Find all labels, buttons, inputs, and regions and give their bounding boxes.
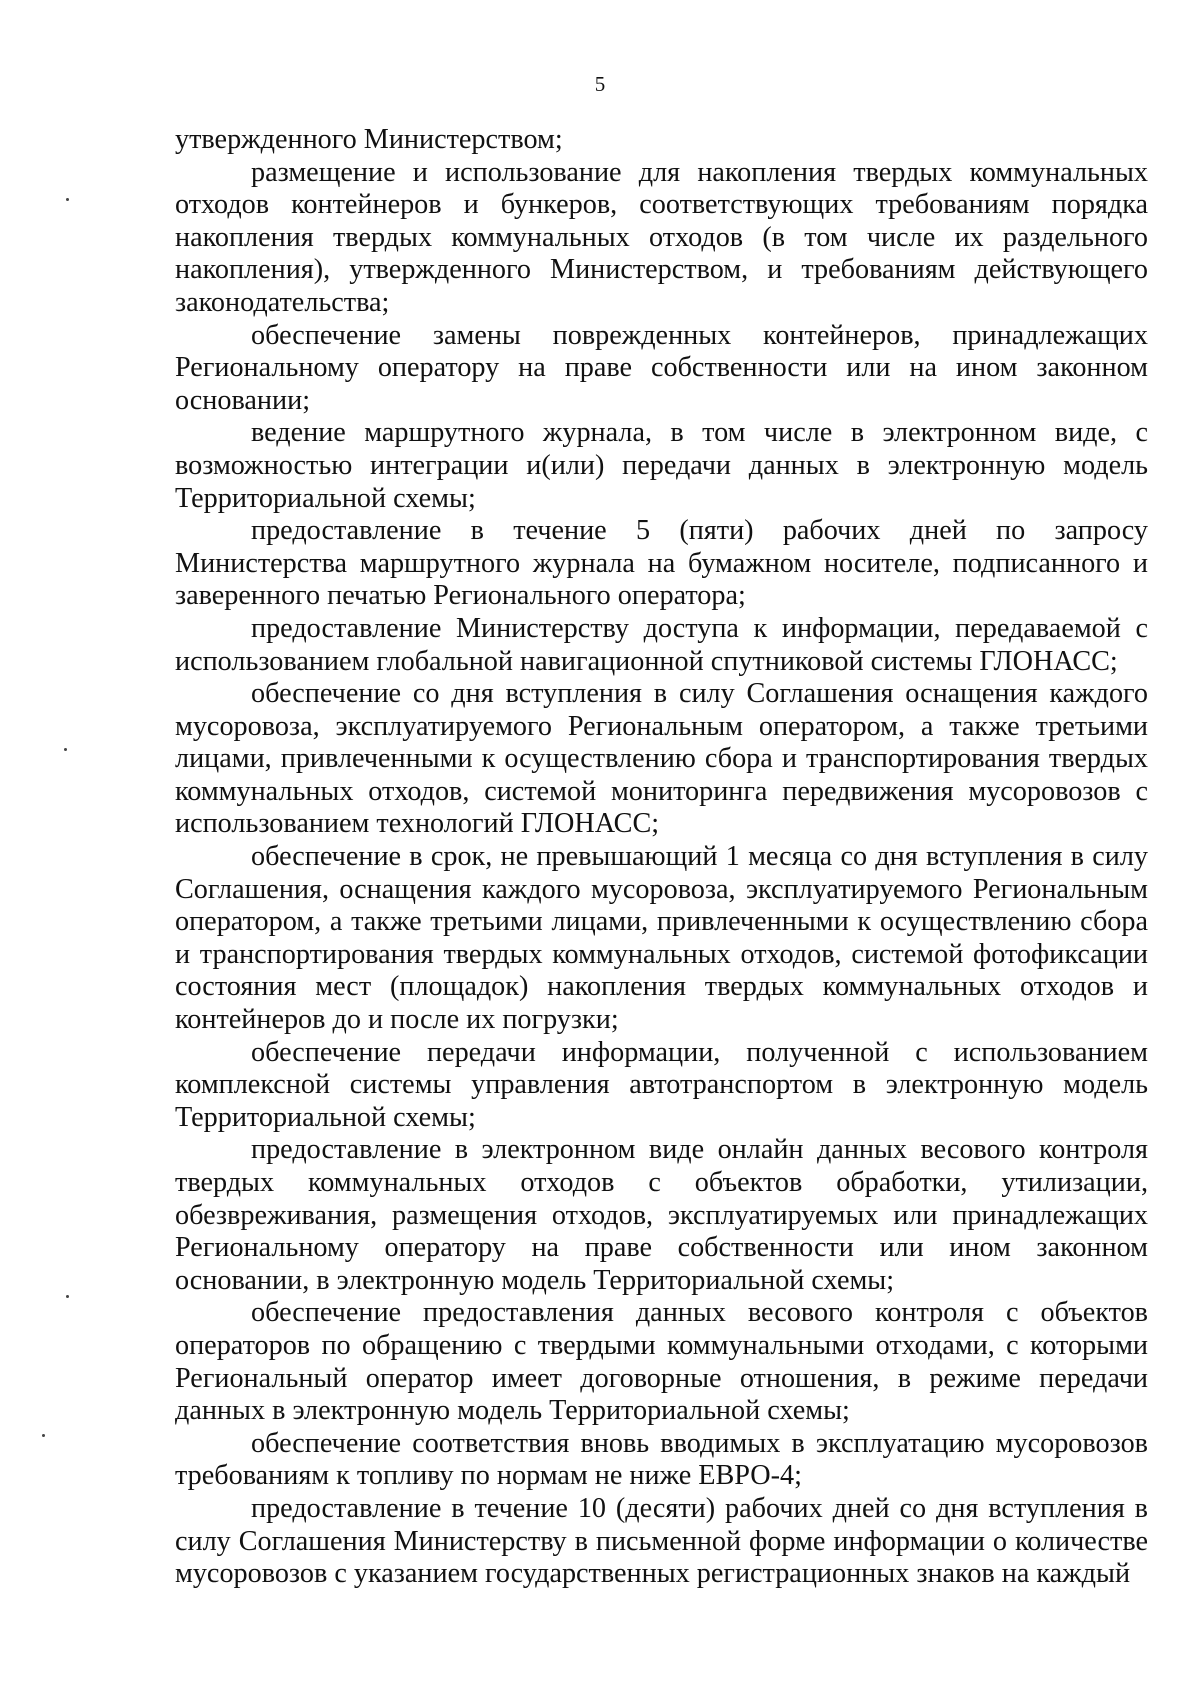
scan-speck xyxy=(66,1295,69,1298)
paragraph: предоставление в течение 5 (пяти) рабочих дней по запросу Министерства маршрутного журнала на бумажном носителе, подписанного и заверенного печатью Регионального оператора; xyxy=(175,515,1148,612)
paragraph: обеспечение в срок, не превышающий 1 месяца со дня вступления в силу Соглашения, оснащения каждого мусоровоза, эксплуатируемого Региональным оператором, а также третьими лицами, привлеченными к осуществлению сбора и транспортирования твердых коммунальных отходов, системой фотофиксации состояния мест (площадок) накопления твердых коммунальных отходов и контейнеров до и после их погрузки; xyxy=(175,841,1148,1036)
paragraph: предоставление Министерству доступа к информации, передаваемой с использованием глобальной навигационной спутниковой системы ГЛОНАСС; xyxy=(175,612,1148,677)
paragraph: обеспечение соответствия вновь вводимых в эксплуатацию мусоровозов требованиям к топливу по нормам не ниже ЕВРО-4; xyxy=(175,1427,1148,1492)
paragraph: обеспечение со дня вступления в силу Соглашения оснащения каждого мусоровоза, эксплуатируемого Региональным оператором, а также третьими лицами, привлеченными к осуществлению сбора и транспортирования твердых коммунальных отходов, системой мониторинга передвижения мусоровозов с использованием технологий ГЛОНАСС; xyxy=(175,678,1148,840)
paragraph: размещение и использование для накопления твердых коммунальных отходов контейнеров и бункеров, соответствующих требованиям порядка накопления твердых коммунальных отходов (в том числе их раздельного накопления), утвержденного Министерством, и требованиям действующего законодательства; xyxy=(175,156,1148,318)
document-body xyxy=(175,124,1148,1591)
paragraph: утвержденного Министерством; xyxy=(175,124,563,155)
scan-speck xyxy=(42,1434,45,1437)
page-number: 5 xyxy=(594,72,606,96)
paragraph: предоставление в электронном виде онлайн данных весового контроля твердых коммунальных отходов с объектов обработки, утилизации, обезвреживания, размещения отходов, эксплуатируемых или принадлежащих Региональному оператору на праве собственности или ином законном основании, в электронную модель Территориальной схемы; xyxy=(175,1134,1148,1296)
scan-speck xyxy=(64,748,67,751)
paragraph: обеспечение замены поврежденных контейнеров, принадлежащих Региональному оператору на праве собственности или на ином законном основании; xyxy=(175,319,1148,416)
paragraph: обеспечение передачи информации, полученной с использованием комплексной системы управления автотранспортом в электронную модель Территориальной схемы; xyxy=(175,1036,1148,1133)
paragraph: обеспечение предоставления данных весового контроля с объектов операторов по обращению с твердыми коммунальными отходами, с которыми Региональный оператор имеет договорные отношения, в режиме передачи данных в электронную модель Территориальной схемы; xyxy=(175,1297,1148,1427)
paragraph: предоставление в течение 10 (десяти) рабочих дней со дня вступления в силу Соглашения Министерству в письменной форме информации о количестве мусоровозов с указанием государственных регистрационных знаков на каждый xyxy=(175,1492,1148,1590)
scan-speck xyxy=(66,198,69,201)
paragraph: ведение маршрутного журнала, в том числе в электронном виде, с возможностью интеграции и(или) передачи данных в электронную модель Территориальной схемы; xyxy=(175,417,1148,514)
